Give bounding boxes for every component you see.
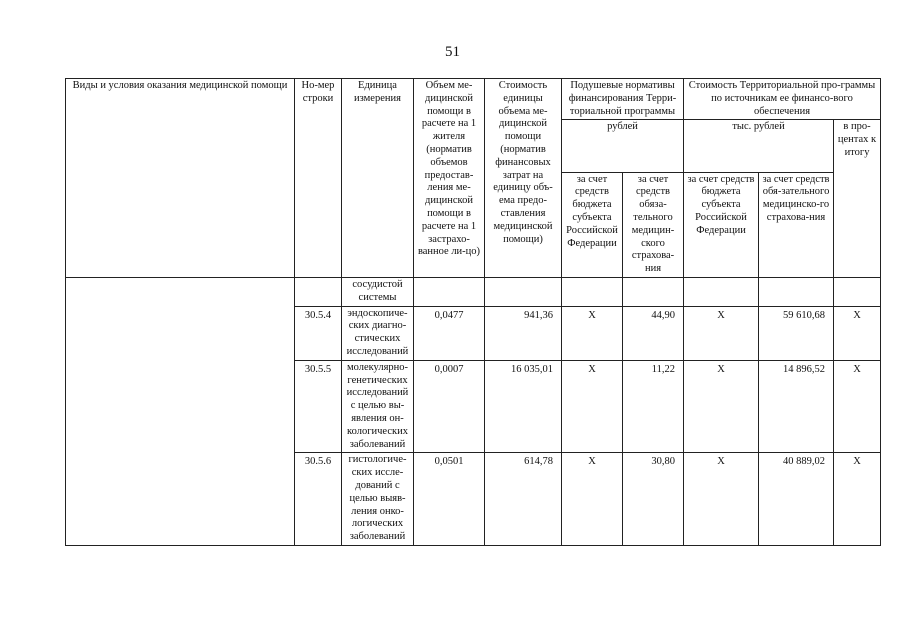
row-number-cell xyxy=(295,278,342,307)
types-cell xyxy=(66,278,295,546)
pc-budget-cell: X xyxy=(562,306,623,360)
cost-cell: 16 035,01 xyxy=(485,360,562,453)
unit-cell: молекулярно-генетических исследований с целью вы-явления он-кологических заболеваний xyxy=(342,360,414,453)
header-budget: за счет средств бюджета субъекта Российской Федерации xyxy=(562,172,623,277)
header-unit: Единица измерения xyxy=(342,79,414,278)
percent-cell: X xyxy=(834,360,881,453)
table-row xyxy=(66,278,881,307)
unit-cell: эндоскопиче-ских диагно-стических исследований xyxy=(342,306,414,360)
tot-budget-cell xyxy=(684,278,759,307)
pc-oms-cell: 30,80 xyxy=(623,453,684,546)
pc-budget-cell: X xyxy=(562,360,623,453)
pc-oms-cell xyxy=(623,278,684,307)
header-cost: Стоимость единицы объема ме-дицинской помощи (норматив финансовых затрат на единицу объ-ема предо-ставления медицинской помощи) xyxy=(485,79,562,278)
percent-cell xyxy=(834,278,881,307)
header-per-capita: Подушевые нормативы финансирования Терри-ториальной программы xyxy=(562,79,684,120)
header-row-number: Но-мер строки xyxy=(295,79,342,278)
volume-cell: 0,0501 xyxy=(414,453,485,546)
header-unit-rubles: рублей xyxy=(562,120,684,172)
percent-cell: X xyxy=(834,453,881,546)
tot-oms-cell: 59 610,68 xyxy=(759,306,834,360)
cost-cell xyxy=(485,278,562,307)
percent-cell: X xyxy=(834,306,881,360)
row-number-cell: 30.5.6 xyxy=(295,453,342,546)
tot-budget-cell: X xyxy=(684,306,759,360)
header-row-1 xyxy=(66,79,881,120)
volume-cell: 0,0007 xyxy=(414,360,485,453)
header-oms: за счет средств обяза-тельного медицин-ского страхова-ния xyxy=(623,172,684,277)
pc-oms-cell: 44,90 xyxy=(623,306,684,360)
financing-table xyxy=(65,78,881,546)
header-budget-total: за счет средств бюджета субъекта Российской Федерации xyxy=(684,172,759,277)
header-oms-total: за счет средств обя-зательного медицинско-го страхова-ния xyxy=(759,172,834,277)
header-volume: Объем ме-дицинской помощи в расчете на 1 жителя (норматив объемов предостав-ления ме-дицинской помощи в расчете на 1 застрахо-ванное ли-цо) xyxy=(414,79,485,278)
row-number-cell: 30.5.4 xyxy=(295,306,342,360)
tot-oms-cell: 14 896,52 xyxy=(759,360,834,453)
tot-oms-cell xyxy=(759,278,834,307)
pc-budget-cell: X xyxy=(562,453,623,546)
page-number: 51 xyxy=(445,44,460,60)
unit-cell: гистологиче-ских иссле-дований с целью выяв-ления онко-логических заболеваний xyxy=(342,453,414,546)
header-types: Виды и условия оказания медицинской помощи xyxy=(66,79,295,278)
cost-cell: 941,36 xyxy=(485,306,562,360)
tot-budget-cell: X xyxy=(684,360,759,453)
header-percent: в про-центах к итогу xyxy=(834,120,881,278)
tot-oms-cell: 40 889,02 xyxy=(759,453,834,546)
pc-oms-cell: 11,22 xyxy=(623,360,684,453)
pc-budget-cell xyxy=(562,278,623,307)
tot-budget-cell: X xyxy=(684,453,759,546)
row-number-cell: 30.5.5 xyxy=(295,360,342,453)
unit-cell: сосудистой системы xyxy=(342,278,414,307)
volume-cell: 0,0477 xyxy=(414,306,485,360)
header-unit-thousand-rubles: тыс. рублей xyxy=(684,120,834,172)
volume-cell xyxy=(414,278,485,307)
cost-cell: 614,78 xyxy=(485,453,562,546)
header-total-cost: Стоимость Территориальной про-граммы по источникам ее финансо-вого обеспечения xyxy=(684,79,881,120)
